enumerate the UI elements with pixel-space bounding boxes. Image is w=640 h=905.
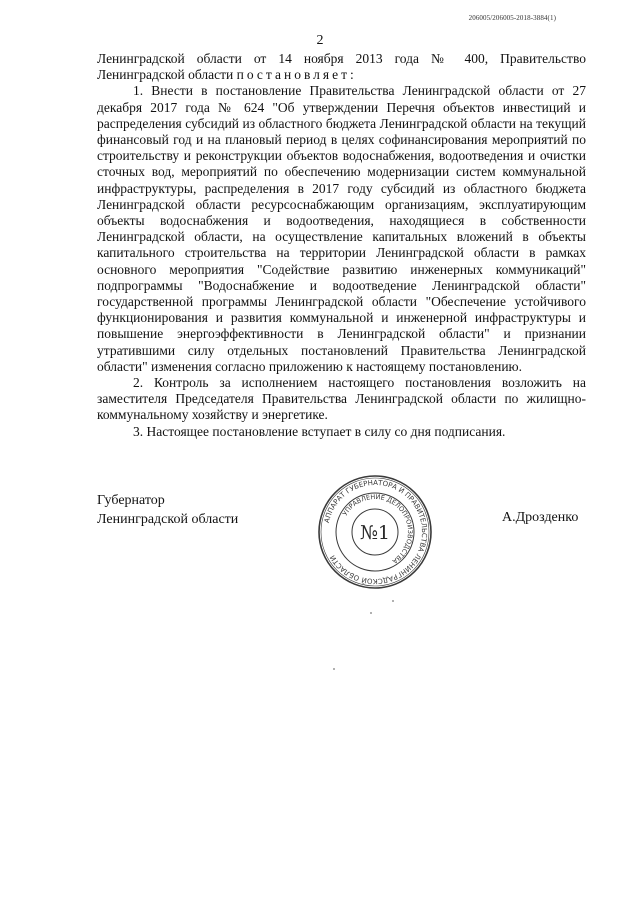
official-stamp (315, 472, 435, 592)
page-number: 2 (316, 33, 324, 48)
signatory-title (97, 491, 238, 529)
document-body (97, 51, 586, 440)
paragraph-2: 2. Контроль за исполнением настоящего постановления возложить на заместителя Председателя Правительства Ленинградской области по жилищно-коммунальному хозяйству и энергетике. (97, 375, 586, 423)
signatory-title-line1: Губернатор (97, 493, 165, 508)
stamp-inner-text: УПРАВЛЕНИЕ ДЕЛОПРОИЗВОДСТВА (340, 492, 415, 566)
signatory-title-line2: Ленинградской области (97, 512, 239, 527)
resolves-word: постановляет: (236, 67, 357, 83)
document-id: 206005/206005-2018-3884(1) (468, 14, 556, 22)
intro-paragraph (97, 51, 586, 83)
paragraph-1: 1. Внести в постановление Правительства Ленинградской области от 27 декабря 2017 года № 624 "Об утверждении Перечня объектов инвестиций и распределения субсидий из областного бюджета Ленинградской области на текущий финансовый год и на плановый период в целях софинансирования мероприятий по строительству и реконструкции объектов водоснабжения, водоотведения и очистки сточных вод, мероприятий по обеспечению модернизации систем коммунальной инфраструктуры, распределения в 2017 году субсидий из областного бюджета Ленинградской области ресурсоснабжающим организациям, эксплуатирующим объекты водоснабжения и водоотведения, находящиеся в собственности Ленинградской области, на осуществление капитальных вложений в объекты капитального строительства на территории Ленинградской области в рамках основного мероприятия "Содействие развитию инженерных коммуникаций" подпрограммы "Водоснабжение и водоотведение Ленинградской области" государственной программы Ленинградской области "Обеспечение устойчивого функционирования и развития коммунальной и инженерной инфраструктуры и повышение энергоэффективности в Ленинградской области" и признании утратившими силу отдельных постановлений Правительства Ленинградской области" изменения согласно приложению к настоящему постановлению. (97, 83, 586, 374)
stamp-outer-text: АППАРАТ ГУБЕРНАТОРА И ПРАВИТЕЛЬСТВА ЛЕНИНГРАДСКОЙ ОБЛАСТИ (322, 478, 429, 586)
scan-speck (370, 612, 372, 614)
scan-speck (333, 668, 335, 670)
paragraph-3: 3. Настоящее постановление вступает в силу со дня подписания. (133, 423, 506, 439)
stamp-number: №1 (359, 522, 391, 544)
signatory-name: А.Дрозденко (502, 510, 579, 525)
scan-speck (392, 600, 394, 602)
intro-text: Ленинградской области от 14 ноября 2013 года № 400, Правительство Ленинградской области (97, 51, 586, 83)
